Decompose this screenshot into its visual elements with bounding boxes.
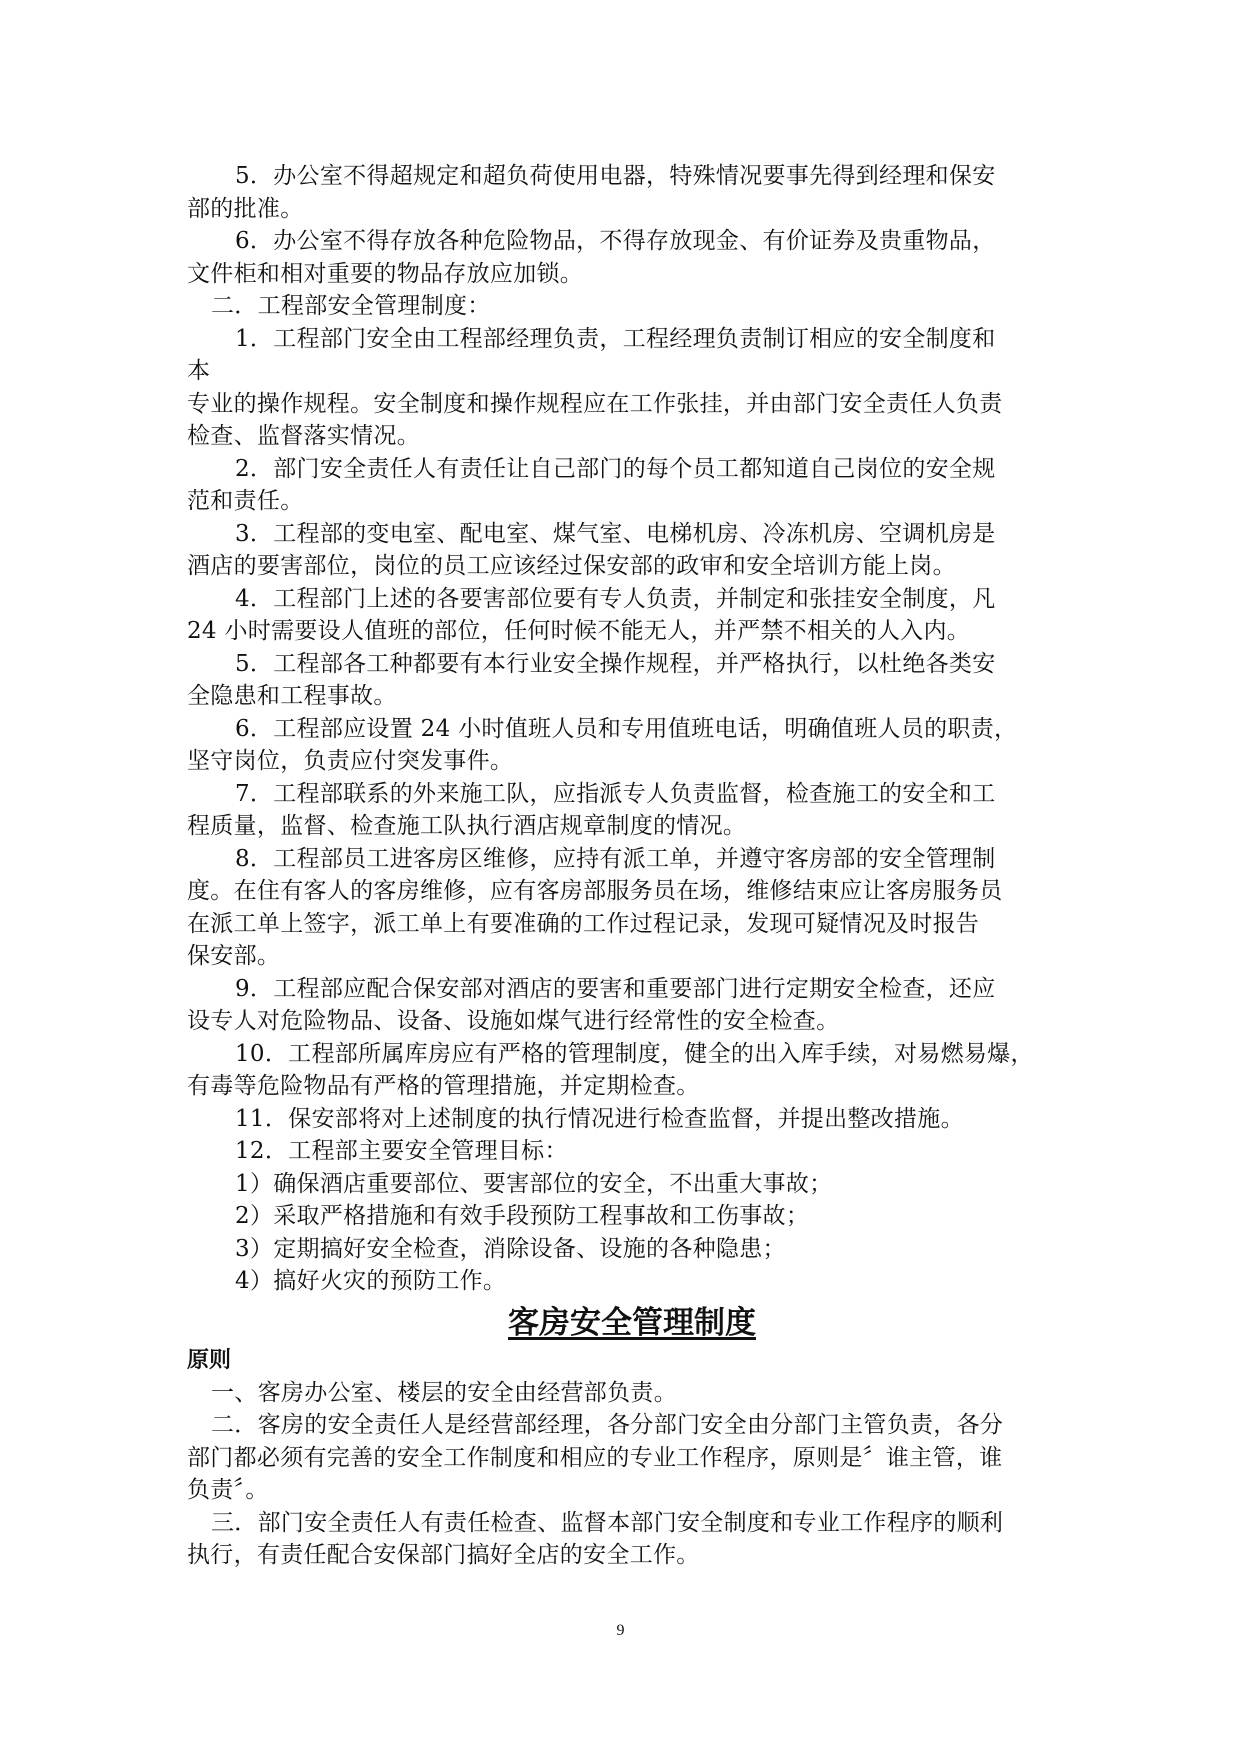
text-line: 5．办公室不得超规定和超负荷使用电器，特殊情况要事先得到经理和保安 [235, 163, 996, 189]
text-line: 酒店的要害部位，岗位的员工应该经过保安部的政审和安全培训方能上岗。 [187, 553, 956, 579]
text-line: 程质量，监督、检查施工队执行酒店规章制度的情况。 [187, 813, 747, 839]
text-line: 6．办公室不得存放各种危险物品，不得存放现金、有价证券及贵重物品， [235, 228, 996, 254]
text-line: 1）确保酒店重要部位、要害部位的安全，不出重大事故； [235, 1170, 833, 1197]
text-line: 三．部门安全责任人有责任检查、监督本部门安全制度和专业工作程序的顺利 [211, 1509, 1004, 1536]
section-label: 原则 [187, 1347, 232, 1373]
text-line: 3）定期搞好安全检查，消除设备、设施的各种隐患； [235, 1235, 786, 1262]
section-title [187, 1301, 1077, 1345]
text-line: 1．工程部门安全由工程部经理负责，工程经理负责制订相应的安全制度和 [235, 325, 996, 352]
text-line: 度。在住有客人的客房维修，应有客房部服务员在场，维修结束应让客房服务员 [187, 878, 1003, 904]
text-line: 二．工程部安全管理制度： [211, 293, 491, 319]
text-line: 执行，有责任配合安保部门搞好全店的安全工作。 [187, 1542, 700, 1568]
text-line: 本 [187, 358, 211, 384]
text-line: 检查、监督落实情况。 [187, 423, 420, 449]
text-line: 12．工程部主要安全管理目标： [235, 1138, 568, 1164]
text-line: 4）搞好火灾的预防工作。 [235, 1268, 507, 1294]
body-text-top [187, 160, 1077, 1298]
text-line: 2）采取严格措施和有效手段预防工程事故和工伤事故； [235, 1203, 810, 1229]
text-line: 坚守岗位，负责应付突发事件。 [187, 748, 514, 774]
text-line: 2．部门安全责任人有责任让自己部门的每个员工都知道自己岗位的安全规 [235, 455, 996, 482]
text-line: 负责〞。 [187, 1477, 269, 1503]
section-title-text: 客房安全管理制度 [508, 1304, 756, 1341]
text-line: 保安部。 [187, 943, 281, 969]
text-line: 5．工程部各工种都要有本行业安全操作规程，并严格执行，以杜绝各类安 [235, 650, 996, 677]
text-line: 部门都必须有完善的安全工作制度和相应的专业工作程序，原则是〞谁主管，谁 [187, 1444, 1003, 1471]
text-line: 有毒等危险物品有严格的管理措施，并定期检查。 [187, 1073, 700, 1099]
text-line: 在派工单上签字，派工单上有要准确的工作过程记录，发现可疑情况及时报告 [187, 910, 980, 937]
text-line: 9．工程部应配合保安部对酒店的要害和重要部门进行定期安全检查，还应 [235, 975, 996, 1002]
text-line: 24 小时需要设人值班的部位，任何时候不能无人，并严禁不相关的人入内。 [187, 618, 971, 644]
text-line: 专业的操作规程。安全制度和操作规程应在工作张挂，并由部门安全责任人负责 [187, 390, 1003, 417]
body-text-bottom [187, 1377, 1077, 1572]
text-line: 二．客房的安全责任人是经营部经理，各分部门安全由分部门主管负责，各分 [211, 1412, 1004, 1438]
text-line: 文件柜和相对重要的物品存放应加锁。 [187, 260, 584, 287]
page-number: 9 [616, 1622, 625, 1639]
text-line: 范和责任。 [187, 488, 304, 514]
text-line: 11．保安部将对上述制度的执行情况进行检查监督，并提出整改措施。 [235, 1105, 964, 1132]
text-line: 一、客房办公室、楼层的安全由经营部负责。 [211, 1379, 677, 1406]
text-line: 6．工程部应设置 24 小时值班人员和专用值班电话，明确值班人员的职责， [235, 715, 1018, 742]
text-line: 8．工程部员工进客房区维修，应持有派工单，并遵守客房部的安全管理制 [235, 845, 996, 872]
text-line: 部的批准。 [187, 195, 304, 222]
text-line: 4．工程部门上述的各要害部位要有专人负责，并制定和张挂安全制度，凡 [235, 585, 996, 612]
text-line: 全隐患和工程事故。 [187, 683, 397, 709]
text-line: 7．工程部联系的外来施工队，应指派专人负责监督，检查施工的安全和工 [235, 780, 996, 807]
text-line: 3．工程部的变电室、配电室、煤气室、电梯机房、冷冻机房、空调机房是 [235, 520, 996, 547]
document-page [187, 160, 1077, 1572]
text-line: 10．工程部所属库房应有严格的管理制度，健全的出入库手续，对易燃易爆， [235, 1040, 1034, 1067]
text-line: 设专人对危险物品、设备、设施如煤气进行经常性的安全检查。 [187, 1008, 840, 1034]
